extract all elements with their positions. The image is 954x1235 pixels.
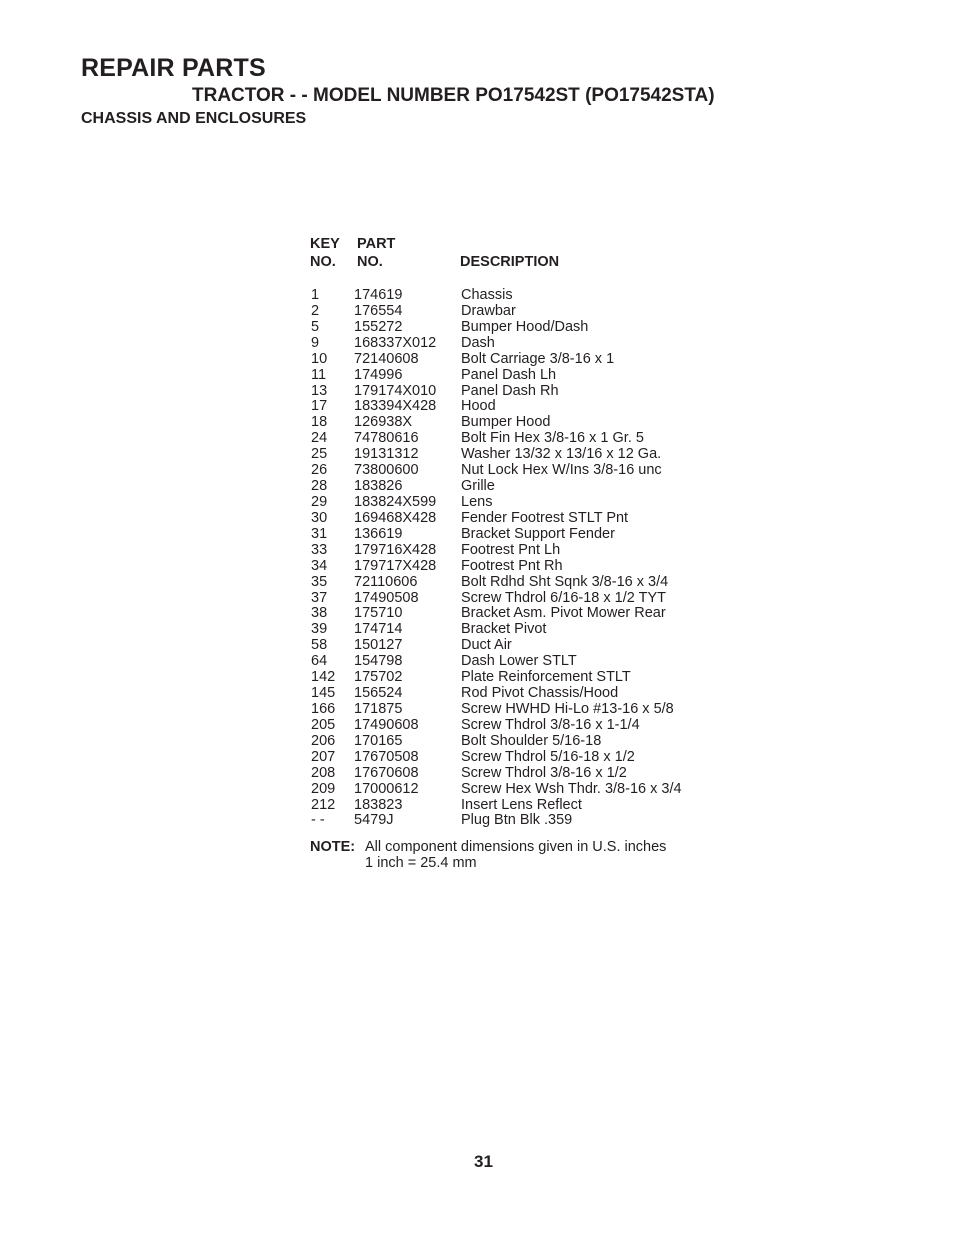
part-no: 183823 — [354, 796, 403, 813]
page-number: 31 — [474, 1152, 493, 1171]
key-no: 37 — [311, 589, 328, 606]
part-description: Bolt Shoulder 5/16-18 — [461, 732, 602, 749]
key-no: 25 — [311, 446, 328, 463]
part-description: Screw Thdrol 3/8-16 x 1/2 — [461, 764, 627, 781]
key-no: 29 — [311, 493, 328, 510]
part-no: 174996 — [354, 366, 403, 383]
part-no: 170165 — [354, 732, 403, 749]
key-no: 33 — [311, 541, 328, 558]
part-no: 183394X428 — [354, 398, 437, 415]
part-description: Duct Air — [461, 637, 512, 654]
key-no: 11 — [311, 366, 327, 383]
part-no: 17490608 — [354, 716, 419, 733]
part-no: 17000612 — [354, 780, 419, 797]
part-description: Bolt Rdhd Sht Sqnk 3/8-16 x 3/4 — [461, 573, 669, 590]
part-description: Plate Reinforcement STLT — [461, 669, 631, 686]
part-description: Hood — [461, 398, 496, 415]
key-header-top: KEY — [310, 236, 340, 252]
part-no: 168337X012 — [354, 334, 437, 351]
part-no: 171875 — [354, 700, 403, 717]
page-title: REPAIR PARTS — [81, 54, 266, 82]
part-no: 72140608 — [354, 350, 419, 367]
part-description: Rod Pivot Chassis/Hood — [461, 685, 619, 702]
key-no: 207 — [311, 748, 336, 765]
part-description: Fender Footrest STLT Pnt — [461, 509, 629, 526]
part-description: Screw Hex Wsh Thdr. 3/8-16 x 3/4 — [461, 780, 682, 797]
part-no: 150127 — [354, 637, 403, 654]
part-no: 175710 — [354, 605, 403, 622]
part-no: 5479J — [354, 812, 394, 829]
part-no: 169468X428 — [354, 509, 437, 526]
part-no: 179716X428 — [354, 541, 437, 558]
part-no: 155272 — [354, 318, 403, 335]
part-header-top: PART — [357, 236, 396, 252]
part-description: Bracket Support Fender — [461, 525, 615, 542]
part-description: Grille — [461, 478, 495, 495]
key-no: 17 — [311, 398, 328, 415]
part-description: Drawbar — [461, 302, 516, 319]
part-no: 174714 — [354, 621, 403, 638]
part-no: 17670508 — [354, 748, 419, 765]
part-no: 19131312 — [354, 446, 419, 463]
part-no: 136619 — [354, 525, 403, 542]
part-description: Screw HWHD Hi-Lo #13-16 x 5/8 — [461, 700, 674, 717]
part-no: 17490508 — [354, 589, 419, 606]
part-description: Panel Dash Lh — [461, 366, 557, 383]
key-no: 13 — [311, 382, 328, 399]
part-header-bottom: NO. — [357, 254, 383, 270]
key-no: 9 — [311, 334, 320, 351]
key-no: 1 — [311, 287, 320, 303]
part-no: 176554 — [354, 302, 403, 319]
part-description: Screw Thdrol 6/16-18 x 1/2 TYT — [461, 589, 666, 606]
key-no: 34 — [311, 557, 328, 574]
part-description: Bracket Asm. Pivot Mower Rear — [461, 605, 666, 622]
part-description: Panel Dash Rh — [461, 382, 559, 399]
part-description: Bumper Hood/Dash — [461, 318, 589, 335]
note — [310, 839, 667, 871]
part-description: Plug Btn Blk .359 — [461, 812, 573, 829]
part-description: Footrest Pnt Lh — [461, 541, 561, 558]
part-no: 73800600 — [354, 462, 419, 479]
key-no: 145 — [311, 685, 336, 702]
key-no: 206 — [311, 732, 336, 749]
note-line-2: 1 inch = 25.4 mm — [365, 855, 477, 871]
part-description: Screw Thdrol 5/16-18 x 1/2 — [461, 748, 635, 765]
key-no: 212 — [311, 796, 336, 813]
part-no: 154798 — [354, 653, 403, 670]
part-description: Screw Thdrol 3/8-16 x 1-1/4 — [461, 716, 640, 733]
part-description: Bolt Carriage 3/8-16 x 1 — [461, 350, 615, 367]
key-no: 205 — [311, 716, 336, 733]
key-no: 209 — [311, 780, 336, 797]
key-no: 208 — [311, 764, 336, 781]
note-line-1: All component dimensions given in U.S. inches — [365, 839, 667, 855]
part-description: Chassis — [461, 287, 513, 303]
part-description: Nut Lock Hex W/Ins 3/8-16 unc — [461, 462, 662, 479]
part-description: Bracket Pivot — [461, 621, 547, 638]
part-no: 74780616 — [354, 430, 419, 447]
part-no: 183826 — [354, 478, 403, 495]
model-subtitle: TRACTOR - - MODEL NUMBER PO17542ST (PO17542STA) — [192, 85, 715, 106]
part-no: 174619 — [354, 287, 403, 303]
part-no: 179174X010 — [354, 382, 437, 399]
key-no: 142 — [311, 669, 336, 686]
key-no: 10 — [311, 350, 328, 367]
part-description: Bolt Fin Hex 3/8-16 x 1 Gr. 5 — [461, 430, 644, 447]
part-no: 183824X599 — [354, 493, 437, 510]
section-title: CHASSIS AND ENCLOSURES — [81, 110, 307, 127]
part-description: Dash Lower STLT — [461, 653, 577, 670]
key-no: 31 — [311, 525, 328, 542]
key-header-bottom: NO. — [310, 254, 336, 270]
part-description: Washer 13/32 x 13/16 x 12 Ga. — [461, 446, 662, 463]
part-description: Dash — [461, 334, 495, 351]
note-label: NOTE: — [310, 839, 356, 855]
key-no: 58 — [311, 637, 328, 654]
key-no: 39 — [311, 621, 328, 638]
part-no: 156524 — [354, 685, 403, 702]
description-header: DESCRIPTION — [460, 254, 560, 270]
key-no: 64 — [311, 653, 328, 670]
part-no: 126938X — [354, 414, 413, 431]
key-no: 26 — [311, 462, 328, 479]
part-no: 17670608 — [354, 764, 419, 781]
part-no: 72110606 — [354, 573, 418, 590]
key-no: - - — [311, 812, 325, 829]
key-no: 2 — [311, 302, 320, 319]
key-no: 18 — [311, 414, 328, 431]
part-description: Footrest Pnt Rh — [461, 557, 563, 574]
key-no: 28 — [311, 478, 328, 495]
key-no: 38 — [311, 605, 328, 622]
part-no: 175702 — [354, 669, 403, 686]
part-description: Bumper Hood — [461, 414, 551, 431]
part-no: 179717X428 — [354, 557, 437, 574]
key-no: 166 — [311, 700, 336, 717]
key-no: 30 — [311, 509, 328, 526]
key-no: 5 — [311, 318, 320, 335]
part-description: Insert Lens Reflect — [461, 796, 582, 813]
key-no: 35 — [311, 573, 328, 590]
part-description: Lens — [461, 493, 493, 510]
key-no: 24 — [311, 430, 328, 447]
